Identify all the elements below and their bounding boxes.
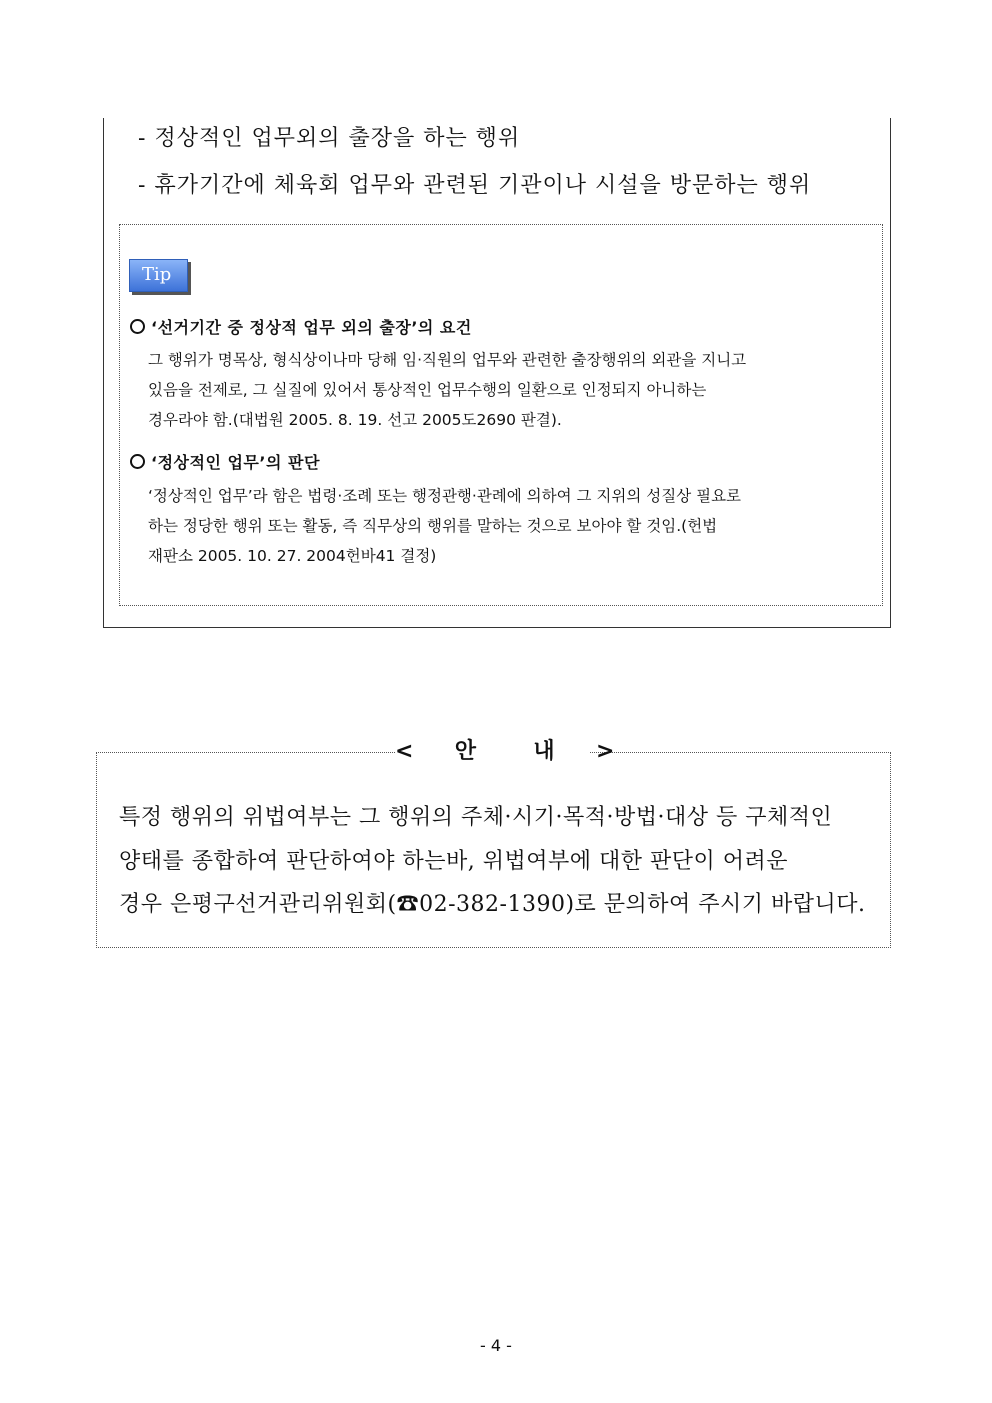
bullet-item: - 휴가기간에 체육회 업무와 관련된 기관이나 시설을 방문하는 행위 [138, 173, 812, 198]
tip-box [119, 224, 883, 606]
notice-line: 경우 은평구선거관리위원회(☎02-382-1390)로 문의하여 주시기 바랍니다. [119, 892, 866, 917]
notice-line: 양태를 종합하여 판단하여야 하는바, 위법여부에 대한 판단이 어려운 [119, 849, 789, 874]
content-box [103, 118, 891, 628]
tip-heading: ‘선거기간 중 정상적 업무 외의 출장’의 요건 [130, 315, 472, 338]
tip-heading: ‘정상적인 업무’의 판단 [130, 450, 320, 473]
tip-paragraph: ‘정상적인 업무’라 함은 법령·조례 또는 행정관행·관례에 의하여 그 지위의 성질상 필요로 하는 정당한 행위 또는 활동, 즉 직무상의 행위를 말하는 것으로 보아야 할 것임.(헌법 재판소 2005. 10. 27. 2004헌바41 결정) [148, 487, 742, 565]
circle-bullet-icon [130, 454, 145, 469]
notice-title: < 안 내 > [395, 736, 589, 768]
bullet-item: - 정상적인 업무외의 출장을 하는 행위 [138, 126, 521, 151]
notice-box [96, 739, 891, 948]
notice-line: 특정 행위의 위법여부는 그 행위의 주체·시기·목적·방법·대상 등 구체적인 [119, 805, 833, 830]
circle-bullet-icon [130, 319, 145, 334]
tip-paragraph: 그 행위가 명목상, 형식상이나마 당해 임·직원의 업무와 관련한 출장행위의 외관을 지니고 있음을 전제로, 그 실질에 있어서 통상적인 업무수행의 일환으로 인정되지 아니하는 경우라야 함.(대법원 2005. 8. 19. 선고 2005도2690 판결). [148, 351, 747, 429]
tip-badge: Tip [129, 259, 188, 292]
page-number: - 4 - [480, 1336, 512, 1355]
